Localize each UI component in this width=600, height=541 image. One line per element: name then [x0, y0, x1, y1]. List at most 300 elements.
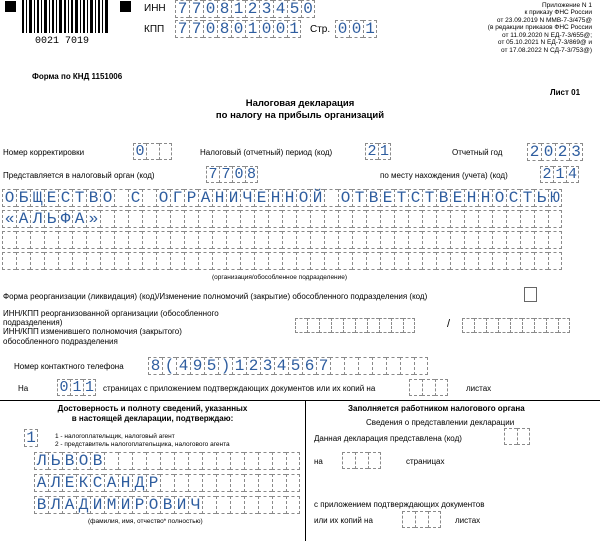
char-cell[interactable]	[258, 452, 272, 470]
char-cell[interactable]	[450, 231, 464, 249]
char-cell[interactable]: 7	[189, 0, 203, 18]
char-cell[interactable]: 7	[189, 20, 203, 38]
char-cell[interactable]	[254, 210, 268, 228]
char-cell[interactable]	[478, 252, 492, 270]
char-cell[interactable]: 0	[541, 143, 555, 161]
char-cell[interactable]	[510, 318, 522, 333]
char-cell[interactable]: Е	[450, 189, 464, 207]
char-cell[interactable]	[402, 511, 415, 528]
char-cell[interactable]: 0	[273, 20, 287, 38]
char-cell[interactable]: Й	[310, 189, 324, 207]
page-cells[interactable]	[335, 20, 377, 38]
char-cell[interactable]	[72, 252, 86, 270]
char-cell[interactable]: 0	[335, 20, 349, 38]
char-cell[interactable]	[428, 511, 441, 528]
char-cell[interactable]: А	[72, 210, 86, 228]
char-cell[interactable]: В	[62, 452, 76, 470]
char-cell[interactable]: 8	[148, 357, 162, 375]
char-cell[interactable]	[355, 452, 368, 469]
char-cell[interactable]	[548, 231, 562, 249]
char-cell[interactable]: 8	[217, 0, 231, 18]
char-cell[interactable]: С	[408, 189, 422, 207]
char-cell[interactable]	[58, 231, 72, 249]
char-cell[interactable]	[170, 231, 184, 249]
char-cell[interactable]	[394, 231, 408, 249]
char-cell[interactable]: 1	[84, 379, 94, 396]
char-cell[interactable]	[198, 210, 212, 228]
char-cell[interactable]: О	[100, 189, 114, 207]
char-cell[interactable]: 1	[379, 143, 389, 160]
char-cell[interactable]	[296, 231, 310, 249]
char-cell[interactable]	[394, 252, 408, 270]
char-cell[interactable]	[58, 252, 72, 270]
char-cell[interactable]	[386, 357, 400, 375]
char-cell[interactable]	[380, 252, 394, 270]
char-cell[interactable]	[338, 210, 352, 228]
char-cell[interactable]: 1	[231, 0, 245, 18]
char-cell[interactable]	[462, 318, 474, 333]
char-cell[interactable]: 3	[260, 357, 274, 375]
char-cell[interactable]	[268, 231, 282, 249]
char-cell[interactable]: «	[2, 210, 16, 228]
reorg-form-checkbox[interactable]	[524, 287, 537, 302]
char-cell[interactable]	[372, 357, 386, 375]
char-cell[interactable]: И	[118, 496, 132, 514]
char-cell[interactable]	[319, 318, 331, 333]
char-cell[interactable]	[226, 231, 240, 249]
char-cell[interactable]	[142, 189, 156, 207]
char-cell[interactable]	[520, 231, 534, 249]
char-cell[interactable]: О	[156, 189, 170, 207]
char-cell[interactable]: В	[34, 496, 48, 514]
char-cell[interactable]: Н	[268, 189, 282, 207]
char-cell[interactable]: Е	[380, 189, 394, 207]
char-cell[interactable]	[324, 189, 338, 207]
char-cell[interactable]	[142, 210, 156, 228]
char-cell[interactable]: 3	[259, 0, 273, 18]
char-cell[interactable]	[478, 210, 492, 228]
char-cell[interactable]: Г	[170, 189, 184, 207]
char-cell[interactable]	[184, 210, 198, 228]
char-cell[interactable]	[184, 231, 198, 249]
char-cell[interactable]	[310, 231, 324, 249]
char-cell[interactable]: 0	[57, 379, 70, 396]
char-cell[interactable]: 7	[175, 20, 189, 38]
char-cell[interactable]	[286, 452, 300, 470]
char-cell[interactable]	[422, 379, 435, 396]
reorg-inn-cells[interactable]	[295, 318, 415, 333]
char-cell[interactable]	[170, 252, 184, 270]
char-cell[interactable]	[118, 452, 132, 470]
char-cell[interactable]	[142, 231, 156, 249]
char-cell[interactable]: Ч	[240, 189, 254, 207]
char-cell[interactable]: О	[76, 452, 90, 470]
char-cell[interactable]	[156, 231, 170, 249]
char-cell[interactable]: В	[160, 496, 174, 514]
char-cell[interactable]	[295, 318, 307, 333]
char-cell[interactable]	[268, 252, 282, 270]
char-cell[interactable]: В	[436, 189, 450, 207]
char-cell[interactable]: 9	[190, 357, 204, 375]
char-cell[interactable]: 3	[569, 143, 583, 161]
char-cell[interactable]: 8	[246, 166, 256, 183]
char-cell[interactable]: 0	[203, 0, 217, 18]
char-cell[interactable]: 0	[133, 143, 146, 160]
char-cell[interactable]: (	[162, 357, 176, 375]
char-cell[interactable]	[272, 452, 286, 470]
org-name-row2[interactable]	[2, 210, 562, 228]
char-cell[interactable]	[104, 452, 118, 470]
char-cell[interactable]: Р	[146, 474, 160, 492]
char-cell[interactable]	[146, 452, 160, 470]
char-cell[interactable]	[307, 318, 319, 333]
char-cell[interactable]: 7	[219, 166, 232, 183]
char-cell[interactable]: )	[218, 357, 232, 375]
char-cell[interactable]: Т	[422, 189, 436, 207]
char-cell[interactable]	[202, 474, 216, 492]
char-cell[interactable]	[86, 231, 100, 249]
char-cell[interactable]	[517, 428, 530, 445]
char-cell[interactable]	[72, 231, 86, 249]
char-cell[interactable]: Р	[184, 189, 198, 207]
char-cell[interactable]	[367, 318, 379, 333]
char-cell[interactable]	[409, 379, 422, 396]
char-cell[interactable]	[230, 452, 244, 470]
char-cell[interactable]	[400, 357, 414, 375]
char-cell[interactable]	[132, 452, 146, 470]
char-cell[interactable]: О	[338, 189, 352, 207]
char-cell[interactable]	[492, 252, 506, 270]
char-cell[interactable]: 1	[287, 20, 301, 38]
char-cell[interactable]	[355, 318, 367, 333]
char-cell[interactable]	[30, 252, 44, 270]
char-cell[interactable]: 6	[302, 357, 316, 375]
char-cell[interactable]: В	[366, 189, 380, 207]
char-cell[interactable]: Н	[212, 189, 226, 207]
char-cell[interactable]: В	[86, 189, 100, 207]
char-cell[interactable]	[216, 474, 230, 492]
char-cell[interactable]	[324, 210, 338, 228]
char-cell[interactable]: 2	[365, 143, 378, 160]
char-cell[interactable]: И	[226, 189, 240, 207]
char-cell[interactable]	[391, 318, 403, 333]
char-cell[interactable]	[159, 143, 172, 160]
char-cell[interactable]	[520, 210, 534, 228]
attach-sheets-cells[interactable]	[409, 379, 448, 396]
char-cell[interactable]	[282, 231, 296, 249]
org-name-row3[interactable]	[2, 231, 562, 249]
char-cell[interactable]: Ч	[188, 496, 202, 514]
char-cell[interactable]	[408, 210, 422, 228]
char-cell[interactable]	[128, 210, 142, 228]
char-cell[interactable]	[338, 231, 352, 249]
char-cell[interactable]: А	[198, 189, 212, 207]
char-cell[interactable]	[30, 231, 44, 249]
char-cell[interactable]: 4	[176, 357, 190, 375]
char-cell[interactable]	[352, 210, 366, 228]
char-cell[interactable]: »	[86, 210, 100, 228]
char-cell[interactable]	[464, 252, 478, 270]
char-cell[interactable]: Б	[16, 189, 30, 207]
char-cell[interactable]	[358, 357, 372, 375]
char-cell[interactable]	[506, 210, 520, 228]
char-cell[interactable]	[240, 231, 254, 249]
char-cell[interactable]	[379, 318, 391, 333]
char-cell[interactable]	[415, 511, 428, 528]
char-cell[interactable]	[272, 474, 286, 492]
char-cell[interactable]	[282, 210, 296, 228]
char-cell[interactable]: Р	[132, 496, 146, 514]
char-cell[interactable]	[216, 452, 230, 470]
char-cell[interactable]	[338, 252, 352, 270]
char-cell[interactable]	[534, 318, 546, 333]
char-cell[interactable]: Ь	[44, 210, 58, 228]
char-cell[interactable]	[272, 496, 286, 514]
char-cell[interactable]: 5	[204, 357, 218, 375]
char-cell[interactable]: Т	[352, 189, 366, 207]
char-cell[interactable]: О	[296, 189, 310, 207]
char-cell[interactable]	[286, 496, 300, 514]
char-cell[interactable]	[558, 318, 570, 333]
phone-cells[interactable]	[148, 357, 428, 375]
char-cell[interactable]	[258, 474, 272, 492]
char-cell[interactable]	[244, 474, 258, 492]
char-cell[interactable]	[44, 231, 58, 249]
char-cell[interactable]	[506, 231, 520, 249]
char-cell[interactable]	[198, 231, 212, 249]
char-cell[interactable]: Е	[254, 189, 268, 207]
char-cell[interactable]	[230, 474, 244, 492]
char-cell[interactable]	[548, 210, 562, 228]
char-cell[interactable]: А	[34, 474, 48, 492]
char-cell[interactable]: Ф	[58, 210, 72, 228]
char-cell[interactable]	[422, 210, 436, 228]
char-cell[interactable]	[212, 231, 226, 249]
char-cell[interactable]: А	[16, 210, 30, 228]
char-cell[interactable]	[324, 231, 338, 249]
char-cell[interactable]	[114, 252, 128, 270]
char-cell[interactable]	[16, 252, 30, 270]
char-cell[interactable]	[534, 210, 548, 228]
char-cell[interactable]	[286, 474, 300, 492]
char-cell[interactable]: В	[90, 452, 104, 470]
char-cell[interactable]: Н	[478, 189, 492, 207]
char-cell[interactable]	[202, 452, 216, 470]
char-cell[interactable]	[174, 474, 188, 492]
char-cell[interactable]: Л	[48, 474, 62, 492]
char-cell[interactable]	[188, 452, 202, 470]
char-cell[interactable]: 0	[301, 0, 315, 18]
char-cell[interactable]	[546, 318, 558, 333]
char-cell[interactable]: С	[90, 474, 104, 492]
char-cell[interactable]: 1	[24, 429, 38, 447]
char-cell[interactable]	[156, 210, 170, 228]
char-cell[interactable]: 4	[274, 357, 288, 375]
char-cell[interactable]	[366, 210, 380, 228]
char-cell[interactable]	[188, 474, 202, 492]
char-cell[interactable]	[464, 210, 478, 228]
char-cell[interactable]	[128, 231, 142, 249]
char-cell[interactable]	[548, 252, 562, 270]
char-cell[interactable]	[422, 231, 436, 249]
char-cell[interactable]: 1	[232, 357, 246, 375]
char-cell[interactable]: 8	[217, 20, 231, 38]
char-cell[interactable]	[504, 428, 517, 445]
char-cell[interactable]: 0	[231, 20, 245, 38]
char-cell[interactable]	[331, 318, 343, 333]
char-cell[interactable]: 0	[259, 20, 273, 38]
char-cell[interactable]	[114, 189, 128, 207]
char-cell[interactable]: И	[90, 496, 104, 514]
char-cell[interactable]: А	[62, 496, 76, 514]
char-cell[interactable]	[226, 210, 240, 228]
char-cell[interactable]	[100, 231, 114, 249]
char-cell[interactable]	[450, 210, 464, 228]
char-cell[interactable]: Н	[282, 189, 296, 207]
char-cell[interactable]: Д	[132, 474, 146, 492]
char-cell[interactable]: Щ	[30, 189, 44, 207]
char-cell[interactable]	[244, 496, 258, 514]
location-cells[interactable]	[540, 166, 579, 183]
char-cell[interactable]	[2, 252, 16, 270]
char-cell[interactable]: Л	[48, 496, 62, 514]
char-cell[interactable]: С	[58, 189, 72, 207]
char-cell[interactable]	[506, 252, 520, 270]
char-cell[interactable]: 1	[245, 20, 259, 38]
char-cell[interactable]	[394, 210, 408, 228]
char-cell[interactable]	[100, 210, 114, 228]
char-cell[interactable]: Д	[76, 496, 90, 514]
char-cell[interactable]	[522, 318, 534, 333]
char-cell[interactable]	[310, 252, 324, 270]
char-cell[interactable]	[435, 379, 448, 396]
char-cell[interactable]: 0	[232, 166, 245, 183]
char-cell[interactable]	[352, 252, 366, 270]
char-cell[interactable]	[296, 210, 310, 228]
char-cell[interactable]: К	[76, 474, 90, 492]
char-cell[interactable]: 7	[206, 166, 219, 183]
char-cell[interactable]: Е	[62, 474, 76, 492]
char-cell[interactable]	[44, 252, 58, 270]
char-cell[interactable]: Л	[30, 210, 44, 228]
char-cell[interactable]	[534, 252, 548, 270]
patronymic-cells[interactable]	[34, 496, 300, 514]
signer-code-cell[interactable]	[24, 429, 38, 447]
char-cell[interactable]	[343, 318, 355, 333]
char-cell[interactable]	[100, 252, 114, 270]
char-cell[interactable]	[268, 210, 282, 228]
char-cell[interactable]	[16, 231, 30, 249]
char-cell[interactable]	[368, 452, 381, 469]
char-cell[interactable]: 4	[567, 166, 577, 183]
char-cell[interactable]	[146, 143, 159, 160]
char-cell[interactable]	[408, 231, 422, 249]
char-cell[interactable]	[474, 318, 486, 333]
char-cell[interactable]: Ь	[48, 452, 62, 470]
char-cell[interactable]	[296, 252, 310, 270]
char-cell[interactable]	[282, 252, 296, 270]
char-cell[interactable]: 2	[555, 143, 569, 161]
char-cell[interactable]	[478, 231, 492, 249]
char-cell[interactable]	[534, 231, 548, 249]
char-cell[interactable]: 7	[175, 0, 189, 18]
char-cell[interactable]	[464, 231, 478, 249]
char-cell[interactable]	[486, 318, 498, 333]
char-cell[interactable]: 2	[527, 143, 541, 161]
char-cell[interactable]: 1	[553, 166, 566, 183]
char-cell[interactable]	[212, 252, 226, 270]
char-cell[interactable]: О	[2, 189, 16, 207]
inn-cells[interactable]	[175, 0, 315, 18]
char-cell[interactable]	[128, 252, 142, 270]
char-cell[interactable]: Т	[394, 189, 408, 207]
char-cell[interactable]	[216, 496, 230, 514]
char-cell[interactable]: Л	[34, 452, 48, 470]
char-cell[interactable]: 0	[203, 20, 217, 38]
char-cell[interactable]: О	[492, 189, 506, 207]
char-cell[interactable]	[244, 452, 258, 470]
char-cell[interactable]	[170, 210, 184, 228]
officer-pages-cells[interactable]	[342, 452, 381, 469]
reorg-kpp-cells[interactable]	[462, 318, 570, 333]
char-cell[interactable]	[240, 210, 254, 228]
char-cell[interactable]: Ю	[548, 189, 562, 207]
surname-cells[interactable]	[34, 452, 300, 470]
char-cell[interactable]	[436, 231, 450, 249]
char-cell[interactable]	[414, 357, 428, 375]
char-cell[interactable]	[160, 452, 174, 470]
char-cell[interactable]	[230, 496, 244, 514]
char-cell[interactable]: Т	[520, 189, 534, 207]
char-cell[interactable]: 1	[363, 20, 377, 38]
char-cell[interactable]	[114, 231, 128, 249]
char-cell[interactable]	[380, 231, 394, 249]
char-cell[interactable]: 7	[316, 357, 330, 375]
char-cell[interactable]	[436, 210, 450, 228]
period-cells[interactable]	[365, 143, 391, 160]
char-cell[interactable]	[450, 252, 464, 270]
char-cell[interactable]	[324, 252, 338, 270]
char-cell[interactable]	[342, 452, 355, 469]
char-cell[interactable]	[202, 496, 216, 514]
char-cell[interactable]	[160, 474, 174, 492]
char-cell[interactable]: Н	[118, 474, 132, 492]
char-cell[interactable]: 5	[287, 0, 301, 18]
char-cell[interactable]	[422, 252, 436, 270]
char-cell[interactable]: О	[146, 496, 160, 514]
char-cell[interactable]	[366, 252, 380, 270]
correction-cells[interactable]	[133, 143, 172, 160]
officer-sheets-cells[interactable]	[402, 511, 441, 528]
char-cell[interactable]: Ь	[534, 189, 548, 207]
char-cell[interactable]	[352, 231, 366, 249]
char-cell[interactable]: 2	[246, 357, 260, 375]
char-cell[interactable]	[198, 252, 212, 270]
officer-presented-cells[interactable]	[504, 428, 530, 445]
char-cell[interactable]: Н	[464, 189, 478, 207]
char-cell[interactable]	[310, 210, 324, 228]
char-cell[interactable]: 0	[349, 20, 363, 38]
char-cell[interactable]	[184, 252, 198, 270]
char-cell[interactable]: С	[506, 189, 520, 207]
name-cells[interactable]	[34, 474, 300, 492]
pages-cells[interactable]	[57, 379, 96, 396]
char-cell[interactable]: 1	[70, 379, 83, 396]
char-cell[interactable]	[498, 318, 510, 333]
char-cell[interactable]	[226, 252, 240, 270]
char-cell[interactable]	[520, 252, 534, 270]
char-cell[interactable]	[2, 231, 16, 249]
